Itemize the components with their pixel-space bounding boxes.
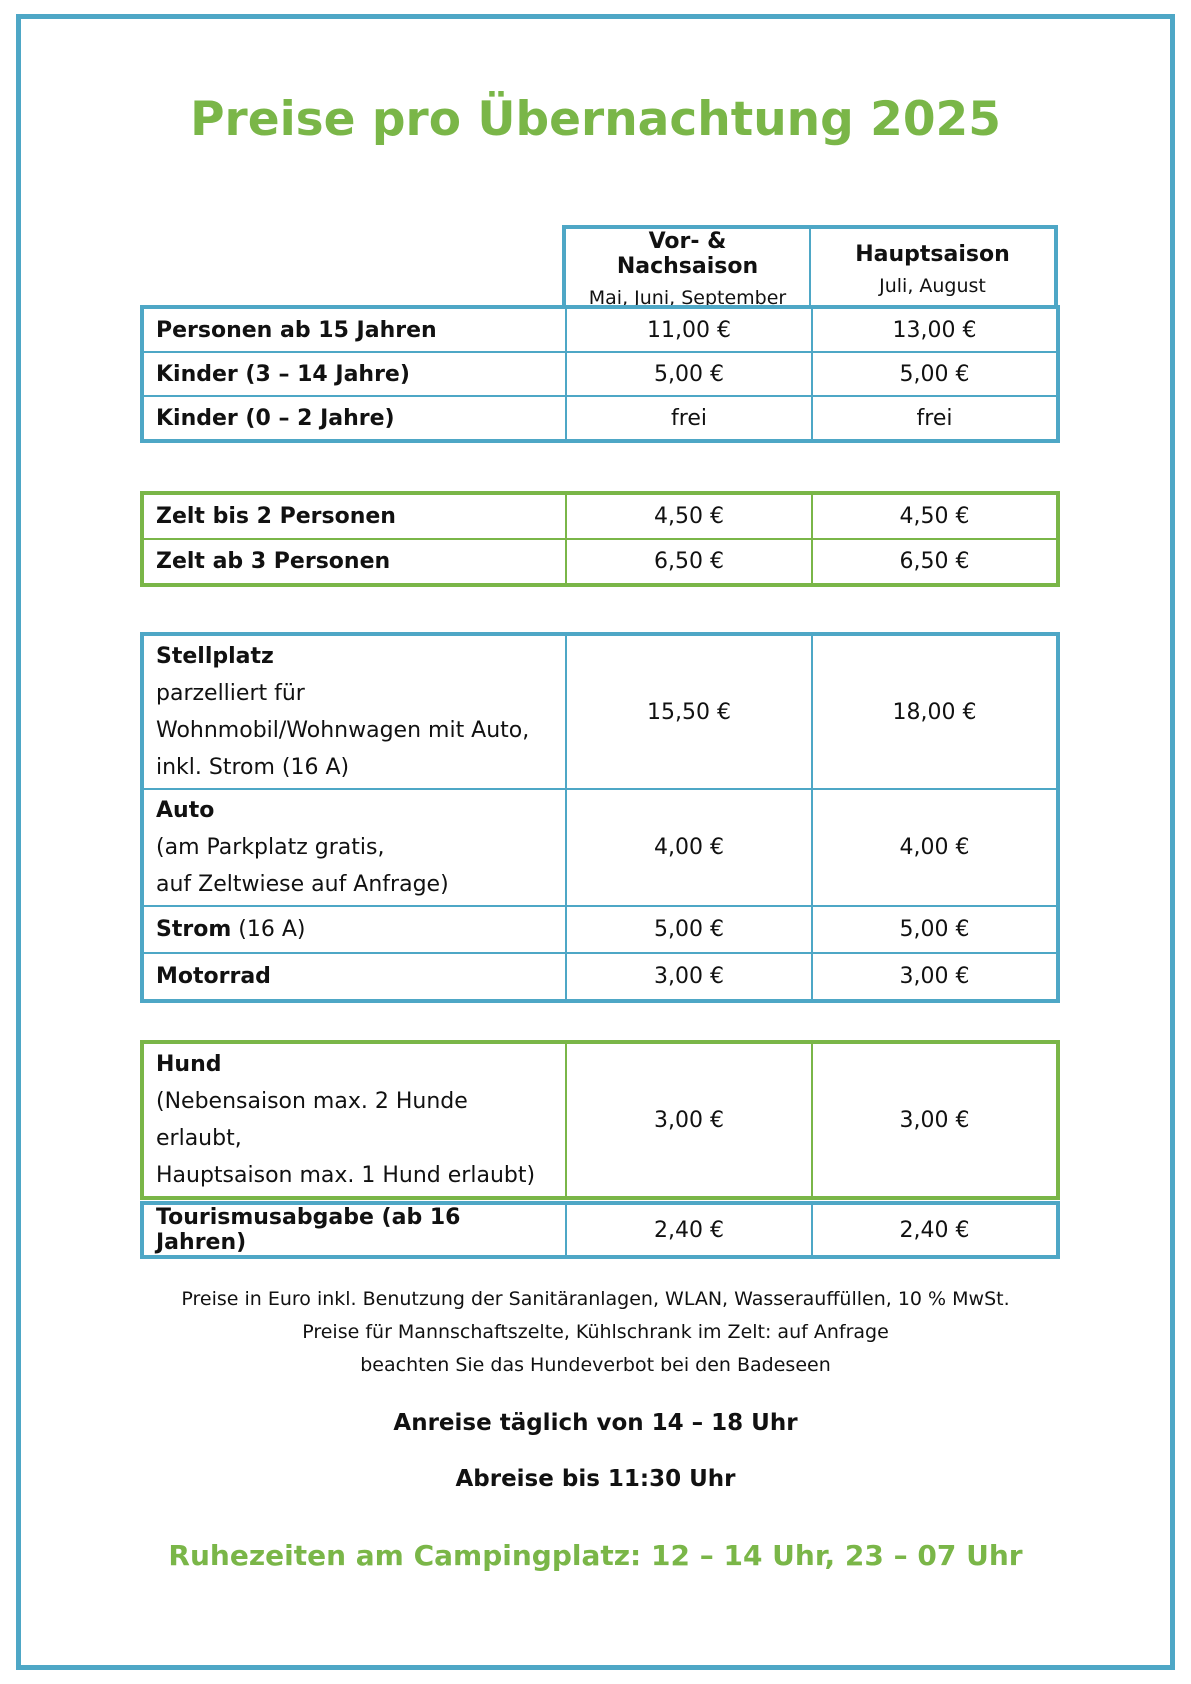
stellplatz-desc-1: parzelliert für [156, 681, 305, 706]
pre-season-title: Vor- & Nachsaison [616, 229, 759, 279]
price-pre-season: 6,50 € [566, 539, 812, 585]
table-row [142, 493, 1058, 539]
table-row [142, 539, 1058, 585]
price-main-season: 2,40 € [812, 1203, 1058, 1257]
price-main-season: 5,00 € [812, 352, 1058, 396]
row-label [142, 1042, 566, 1198]
table-row [142, 307, 1058, 352]
dog-table [140, 1040, 1060, 1200]
persons-table [140, 225, 1058, 309]
row-label: Kinder (0 – 2 Jahre) [142, 396, 566, 441]
pre-season-months: Mai, Juni, September [588, 287, 787, 309]
price-pre-season: 5,00 € [566, 352, 812, 396]
auto-desc-2: auf Zeltwiese auf Anfrage) [156, 872, 449, 897]
table-row [142, 953, 1058, 1001]
note-line: Preise für Mannschaftszelte, Kühlschrank im Zelt: auf Anfrage [302, 1321, 889, 1343]
header-pre-season [564, 227, 810, 309]
price-pre-season: 4,00 € [566, 789, 812, 906]
main-season-title: Hauptsaison [855, 241, 1010, 267]
price-notes [0, 1283, 1191, 1382]
main-season-months: Juli, August [879, 274, 986, 297]
row-label: Kinder (3 – 14 Jahre) [142, 352, 566, 396]
price-main-season: 6,50 € [812, 539, 1058, 585]
dog-desc-1: (Nebensaison max. 2 Hunde erlaubt, [156, 1089, 468, 1151]
tents-table [140, 491, 1060, 587]
row-label [142, 789, 566, 906]
header-empty-cell [140, 227, 564, 309]
arrival-info: Anreise täglich von 14 – 18 Uhr [393, 1410, 798, 1436]
page-title: Preise pro Übernachtung 2025 [190, 92, 1001, 147]
price-main-season: 4,00 € [812, 789, 1058, 906]
row-label: Tourismusabgabe (ab 16 Jahren) [142, 1203, 566, 1257]
dog-desc-2: Hauptsaison max. 1 Hund erlaubt) [156, 1163, 536, 1188]
price-pre-season: frei [566, 396, 812, 441]
note-line: Preise in Euro inkl. Benutzung der Sanitäranlagen, WLAN, Wasserauffüllen, 10 % MwSt. [181, 1288, 1010, 1310]
note-line: beachten Sie das Hundeverbot bei den Badeseen [360, 1354, 831, 1376]
season-header-row [140, 227, 1056, 309]
strom-label: Strom [156, 917, 232, 942]
price-main-season: 3,00 € [812, 1042, 1058, 1198]
price-main-season: 3,00 € [812, 953, 1058, 1001]
price-pre-season: 5,00 € [566, 906, 812, 953]
tax-table [140, 1201, 1060, 1259]
row-label: Personen ab 15 Jahren [142, 307, 566, 352]
table-row [142, 396, 1058, 441]
table-row [142, 1042, 1058, 1198]
stellplatz-desc-2: Wohnmobil/Wohnwagen mit Auto, [156, 718, 530, 743]
price-main-season: 5,00 € [812, 906, 1058, 953]
table-row [142, 789, 1058, 906]
price-pre-season: 15,50 € [566, 634, 812, 789]
price-pre-season: 11,00 € [566, 307, 812, 352]
price-main-season: frei [812, 396, 1058, 441]
price-pre-season: 3,00 € [566, 953, 812, 1001]
stellplatz-desc-3: inkl. Strom (16 A) [156, 755, 350, 780]
table-row [142, 352, 1058, 396]
row-label [142, 906, 566, 953]
price-main-season: 4,50 € [812, 493, 1058, 539]
auto-desc-1: (am Parkplatz gratis, [156, 835, 385, 860]
departure-info: Abreise bis 11:30 Uhr [455, 1466, 736, 1492]
pitch-table [140, 632, 1060, 1003]
dog-label: Hund [156, 1052, 222, 1077]
quiet-hours: Ruhezeiten am Campingplatz: 12 – 14 Uhr, 23 – 07 Uhr [168, 1539, 1023, 1572]
price-pre-season: 2,40 € [566, 1203, 812, 1257]
price-main-season: 13,00 € [812, 307, 1058, 352]
price-pre-season: 4,50 € [566, 493, 812, 539]
table-row [142, 1203, 1058, 1257]
auto-label: Auto [156, 798, 215, 823]
table-row [142, 634, 1058, 789]
stellplatz-label: Stellplatz [156, 644, 274, 669]
persons-price-table [140, 305, 1060, 443]
price-pre-season: 3,00 € [566, 1042, 812, 1198]
table-row [142, 906, 1058, 953]
strom-suffix: (16 A) [231, 917, 306, 942]
header-main-season [810, 227, 1056, 309]
row-label: Zelt bis 2 Personen [142, 493, 566, 539]
row-label [142, 634, 566, 789]
price-main-season: 18,00 € [812, 634, 1058, 789]
row-label: Zelt ab 3 Personen [142, 539, 566, 585]
row-label: Motorrad [142, 953, 566, 1001]
